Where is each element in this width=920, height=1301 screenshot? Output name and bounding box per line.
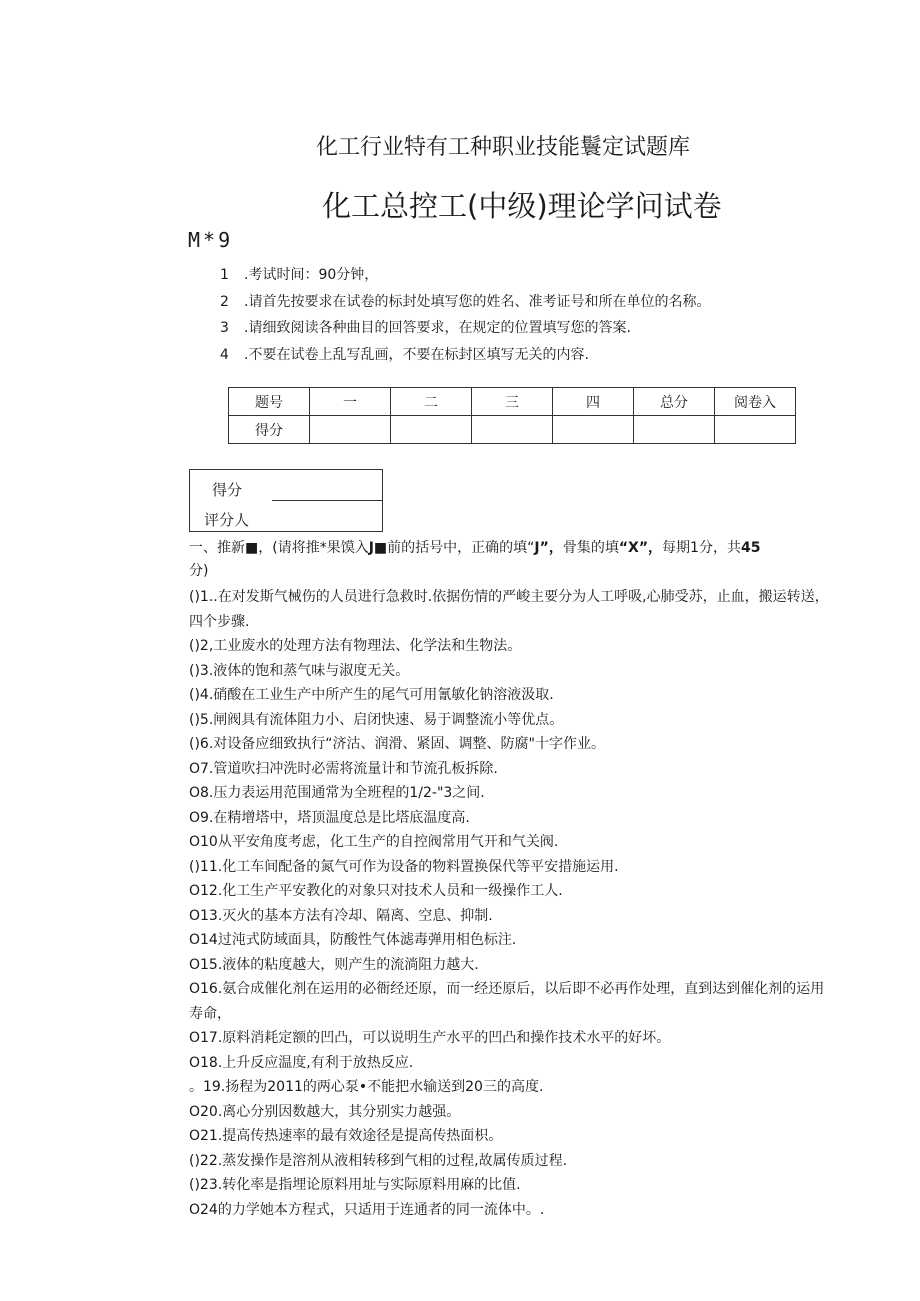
score-header-cell: 一	[310, 388, 391, 416]
instruction-number: 1	[220, 267, 229, 283]
score-header-cell: 二	[391, 388, 472, 416]
instruction-item	[220, 289, 710, 316]
section-text: 前的括号中，正确的填“	[387, 540, 535, 556]
section-text: 分)	[189, 563, 209, 579]
instruction-number: 2	[220, 293, 229, 310]
section-text: 一、推新■，(请将推*果馍入	[189, 540, 369, 556]
section-bold-text: J”，	[534, 540, 563, 556]
question-item: O15.液体的粘度越大，则产生的流淌阻力越大.	[189, 956, 479, 973]
question-item: O14过沌式防域面具，防酸性气体滤毒弹用相色标注.	[189, 932, 517, 948]
score-underline[interactable]	[272, 500, 382, 501]
instruction-text: .考试时间：90分钟，	[244, 267, 379, 283]
question-item: O20.离心分别因数越大，其分别实力越强。	[189, 1103, 461, 1120]
score-row-label: 得分	[229, 416, 310, 444]
question-item: O24的力学她本方程式，只适用于连通者的同一流体中。.	[189, 1201, 545, 1218]
question-item: ()23.转化率是指埋论原料用址与实际原料用麻的比值.	[189, 1177, 521, 1193]
question-item: O21.提高传热速率的最有效途径是提高传热面枳。	[189, 1128, 503, 1144]
question-item: ()5.闸阀具有流体阻力小、启闭快速、易于调整流小等优点。	[189, 711, 564, 728]
score-header-cell: 题号	[229, 388, 310, 416]
instruction-item	[220, 342, 710, 369]
question-item: ()3.液体的饱和蒸气味与淑度无关。	[189, 662, 410, 679]
question-item: O13.灭火的基本方法有冷却、隔离、空息、抑制.	[189, 907, 493, 924]
section-text: 每期1分，共	[662, 540, 741, 556]
instruction-number: 3	[220, 320, 229, 336]
score-cell[interactable]	[472, 416, 553, 444]
section-1-heading	[189, 537, 829, 583]
question-item: O9.在精增塔中，塔顶温度总是比塔底温度高.	[189, 809, 470, 826]
instruction-text: .不要在试卷上乱写乱画，不要在标封区填写无关的内容.	[244, 346, 589, 363]
score-header-cell: 总分	[634, 388, 715, 416]
score-cell[interactable]	[715, 416, 796, 444]
score-cell[interactable]	[553, 416, 634, 444]
instruction-text: .请细致阅读各种曲目的回答要求，在规定的位置填写您的答案.	[244, 320, 631, 336]
score-header-cell: 三	[472, 388, 553, 416]
score-table-header-row	[229, 388, 796, 416]
instruction-item	[220, 315, 710, 342]
question-item: ()22.蒸发操作是溶剂从液相转移到气相的过程,故属传质过程.	[189, 1152, 568, 1169]
question-item: O8.压力表运用范围通常为全班程的1/2-"3之间.	[189, 785, 485, 801]
section-bold-text: 45	[740, 540, 761, 556]
question-item: O7.管道吹扫冲洗时必需将流量计和节流孔板拆除.	[189, 760, 498, 777]
score-cell[interactable]	[634, 416, 715, 444]
section-bold-text: “X”，	[618, 540, 663, 556]
question-item: O16.氨合成催化剂在运用的必衙经还原，而一经还原后，以后即不必再作处理，直到达到催化剂的运用寿命，	[189, 981, 825, 1022]
grader-score-label: 得分	[212, 481, 243, 499]
question-item: 。19.扬程为2011的两心泵•不能把水输送到20三的高度.	[189, 1079, 544, 1095]
instruction-number: 4	[220, 346, 229, 363]
question-item: O10从平安角度考虑，化工生产的自控阀常用气开和气关阀.	[189, 834, 559, 850]
score-cell[interactable]	[391, 416, 472, 444]
question-item: ()4.硝酸在工业生产中所产生的尾气可用氰敏化钠溶液汲取.	[189, 687, 554, 703]
title-exam-paper: 化工总控工(中级)理论学问试卷	[322, 189, 722, 223]
score-header-cell: 阅卷入	[715, 388, 796, 416]
question-item: ()2,工业废水的处理方法有物理法、化学法和生物法。	[189, 638, 522, 654]
score-cell[interactable]	[310, 416, 391, 444]
question-list	[189, 585, 829, 1222]
title-exam-bank: 化工行业特有工种职业技能鬟定试题库	[316, 135, 691, 160]
question-item: ()1..在对发斯气械伤的人员进行急救时.依据伤情的严峻主要分为人工呼吸,心肺受苏，止血，搬运转送，四个步骤.	[189, 589, 829, 630]
section-text: 骨集的填	[562, 540, 619, 556]
question-item: O12.化工生产平安教化的对象只对技术人员和一级操作工人.	[189, 883, 563, 899]
paper-mark: M*9	[188, 228, 234, 252]
score-table-score-row	[229, 416, 796, 444]
instruction-item	[220, 262, 710, 289]
instructions	[220, 262, 710, 368]
instruction-text: .请首先按要求在试卷的标封处填写您的姓名、准考证号和所在单位的名称。	[244, 293, 711, 310]
grader-name-label: 评分人	[204, 511, 250, 529]
question-item: O18.上升反应温度,有利于放热反应.	[189, 1054, 414, 1071]
score-table	[228, 387, 796, 444]
score-header-cell: 四	[553, 388, 634, 416]
question-item: ()11.化工车间配备的氮气可作为设备的物料置换保代等平安措施运用.	[189, 858, 619, 875]
grader-box	[189, 469, 383, 532]
section-bold-text: J■	[368, 540, 388, 556]
question-item: ()6.对设备应细致执行“济沽、润滑、紧固、调整、防腐"十字作业。	[189, 736, 605, 752]
question-item: O17.原料消耗定额的凹凸，可以说明生产水平的凹凸和操作技术水平的好坏。	[189, 1030, 671, 1046]
